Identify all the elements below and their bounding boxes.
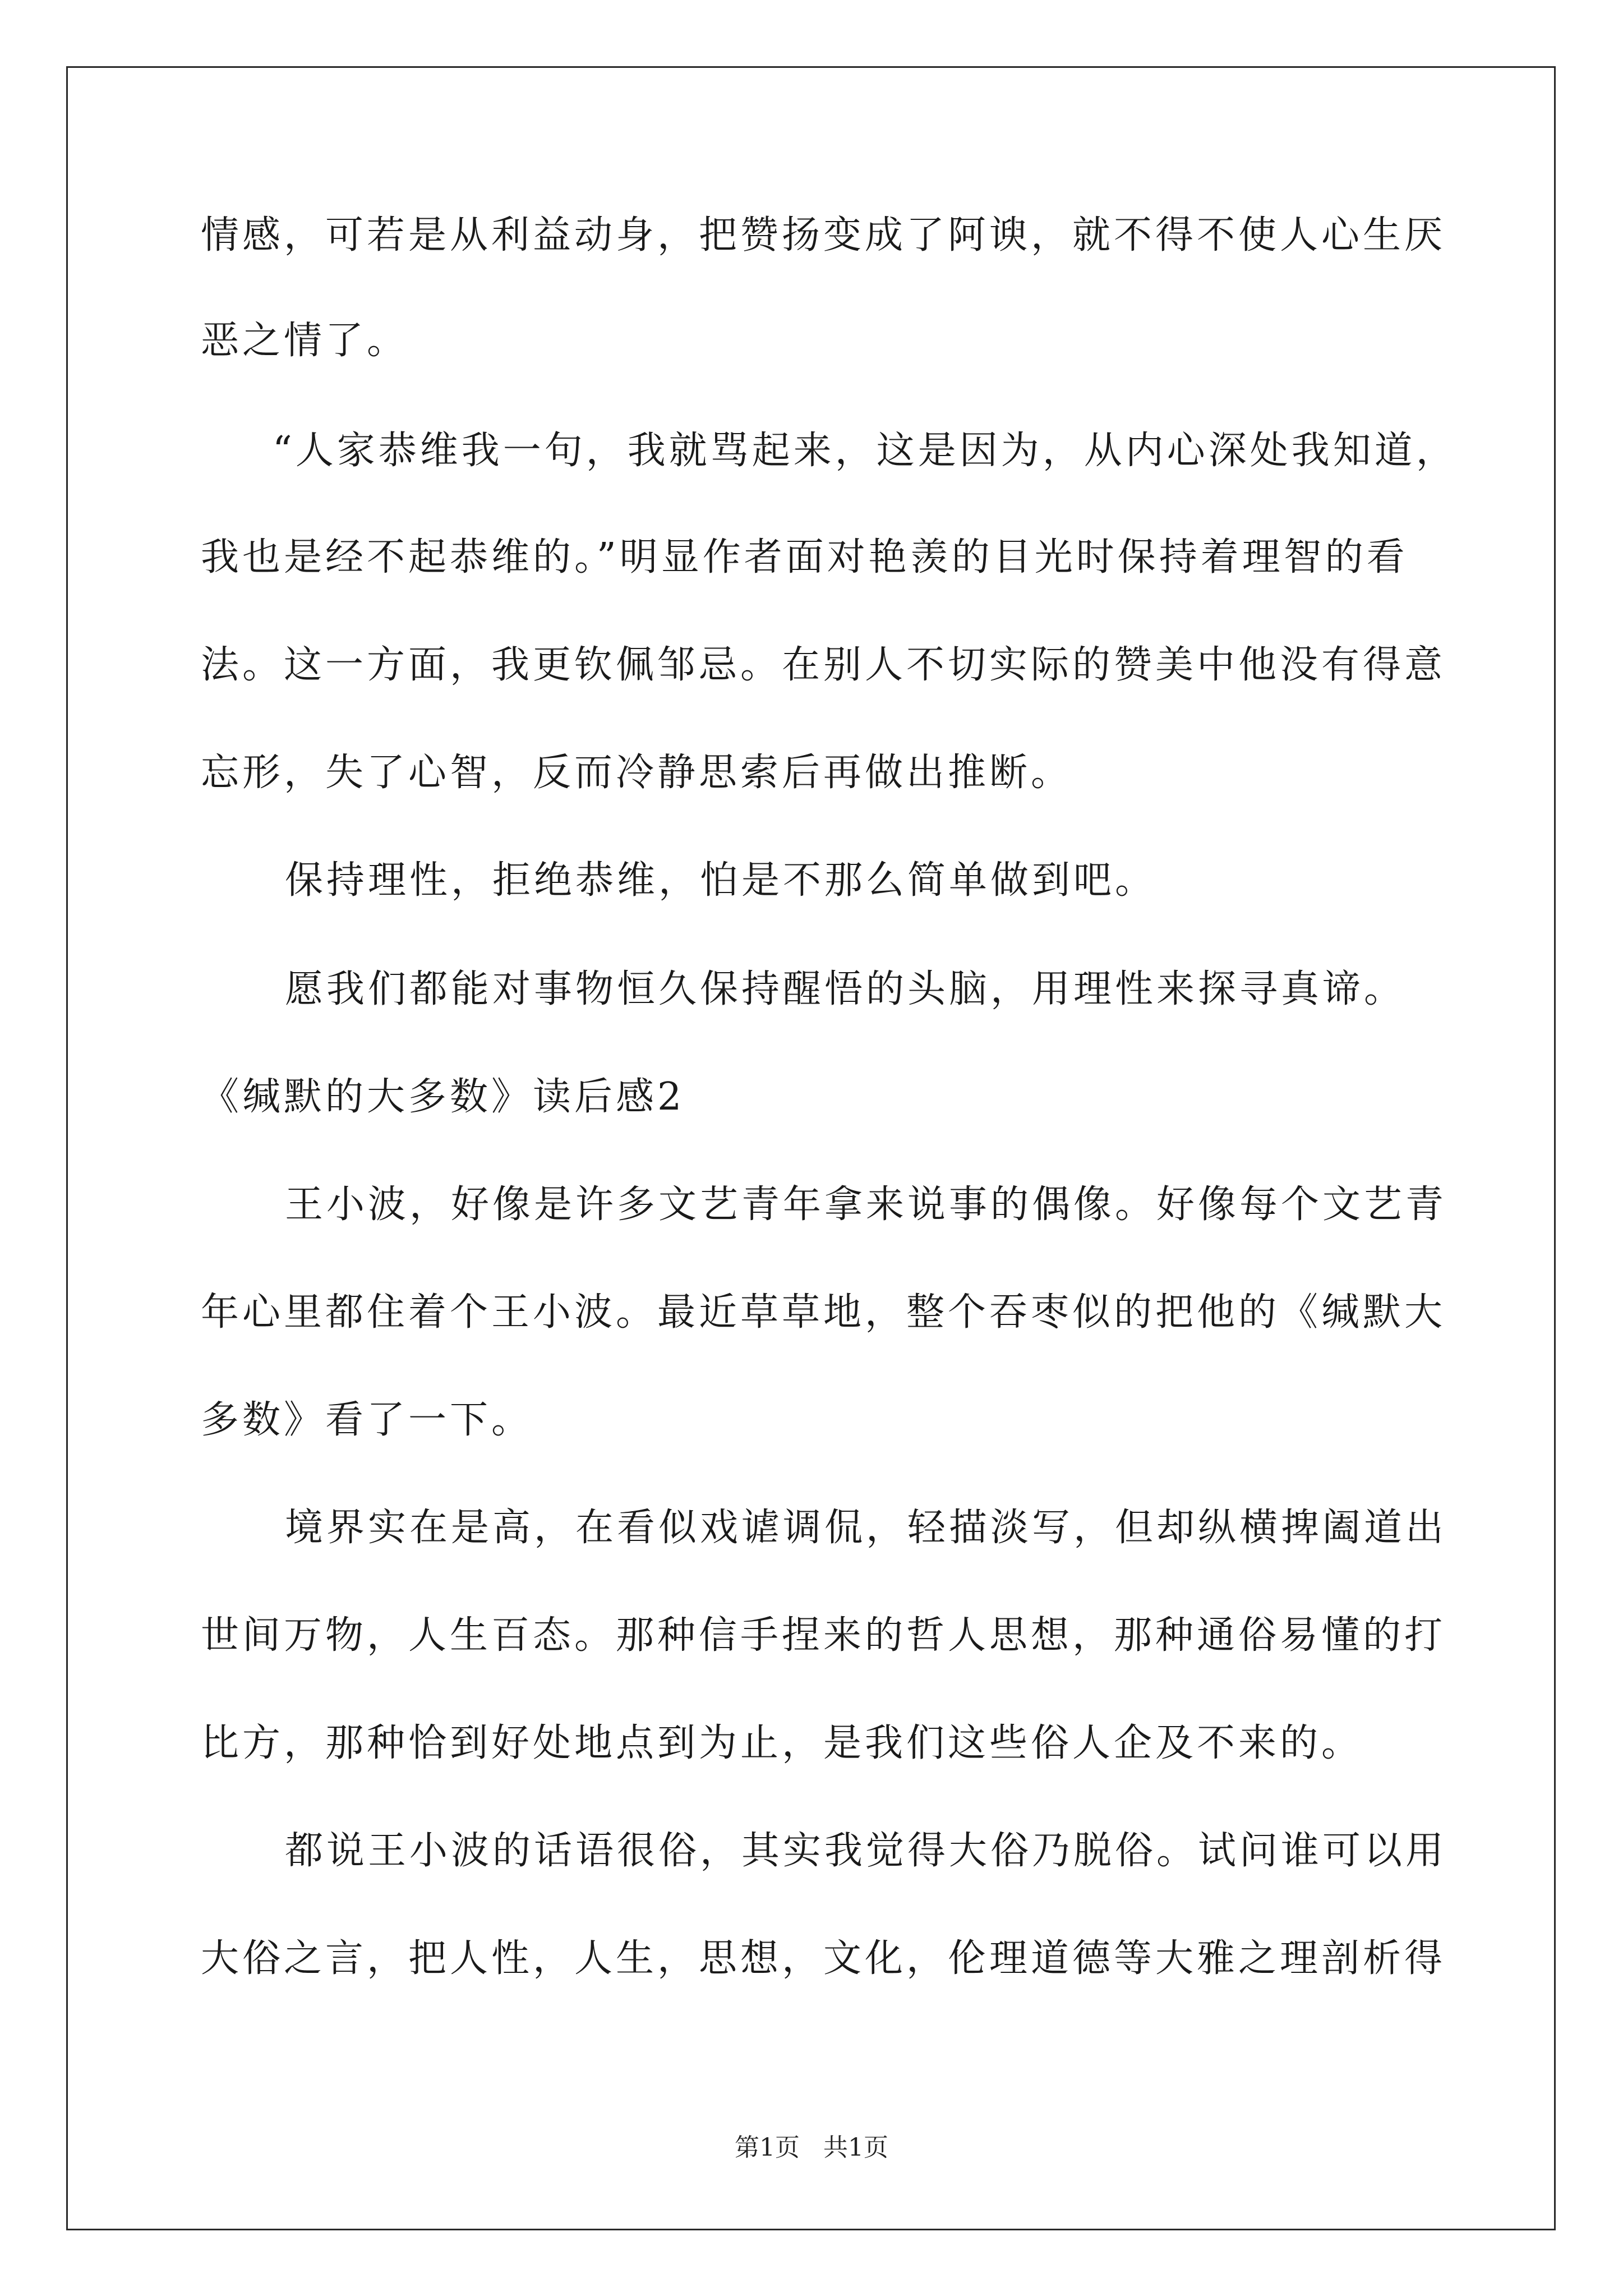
text-line: 恶之情了。	[201, 319, 409, 363]
text-line: 大俗之言，把人性，人生，思想，文化，伦理道德等大雅之理剖析得	[201, 1936, 1446, 1981]
text-line: 境界实在是高，在看似戏谑调侃，轻描淡写，但却纵横捭阖道出	[285, 1506, 1447, 1550]
text-line: 我也是经不起恭维的。”明显作者面对艳羡的目光时保持着理智的看	[201, 535, 1408, 579]
page-number: 第1页 共1页	[735, 2133, 888, 2162]
text-line: 比方，那种恰到好处地点到为止，是我们这些俗人企及不来的。	[201, 1721, 1363, 1765]
text-line: 世间万物，人生百态。那种信手捏来的哲人思想，那种通俗易懂的打	[201, 1613, 1446, 1658]
text-line: 年心里都住着个王小波。最近草草地，整个吞枣似的把他的《缄默大	[201, 1290, 1446, 1335]
section-heading: 《缄默的大多数》读后感2	[201, 1075, 685, 1119]
text-line: 都说王小波的话语很俗，其实我觉得大俗乃脱俗。试问谁可以用	[285, 1829, 1447, 1873]
text-line: 王小波，好像是许多文艺青年拿来说事的偶像。好像每个文艺青	[285, 1182, 1447, 1227]
text-line: 多数》看了一下。	[201, 1398, 533, 1442]
text-line: 保持理性，拒绝恭维，怕是不那么简单做到吧。	[285, 858, 1157, 903]
page-border	[66, 66, 1556, 2230]
text-line: “人家恭维我一句，我就骂起来，这是因为，从内心深处我知道，	[273, 429, 1458, 473]
text-line: 愿我们都能对事物恒久保持醒悟的头脑，用理性来探寻真谛。	[285, 967, 1406, 1011]
text-line: 法。这一方面，我更钦佩邹忌。在别人不切实际的赞美中他没有得意	[201, 643, 1446, 687]
text-line: 忘形，失了心智，反而冷静思索后再做出推断。	[201, 751, 1073, 795]
text-line: 情感，可若是从利益动身，把赞扬变成了阿谀，就不得不使人心生厌	[201, 213, 1446, 257]
